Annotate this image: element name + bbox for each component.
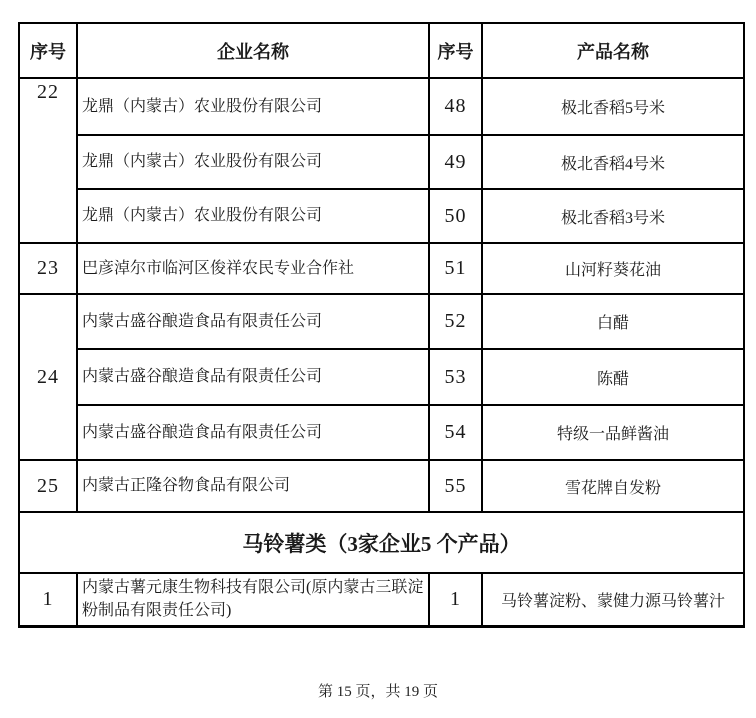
product-name-cell: 山河籽葵花油 bbox=[482, 243, 744, 294]
product-seq-cell: 1 bbox=[429, 573, 482, 626]
table-row bbox=[19, 135, 744, 189]
company-cell: 内蒙古盛谷酿造食品有限责任公司 bbox=[77, 294, 429, 349]
company-cell: 龙鼎（内蒙古）农业股份有限公司 bbox=[77, 78, 429, 135]
table-row bbox=[19, 78, 744, 135]
product-name-cell: 马铃薯淀粉、蒙健力源马铃薯汁 bbox=[482, 573, 744, 626]
company-cell: 龙鼎（内蒙古）农业股份有限公司 bbox=[77, 135, 429, 189]
product-seq-cell: 50 bbox=[429, 189, 482, 243]
company-cell: 内蒙古盛谷酿造食品有限责任公司 bbox=[77, 349, 429, 405]
page-footer: 第 15 页，共 19 页 bbox=[317, 684, 438, 700]
table-row bbox=[19, 189, 744, 243]
product-name-cell: 极北香稻3号米 bbox=[482, 189, 744, 243]
company-cell: 内蒙古正隆谷物食品有限公司 bbox=[77, 460, 429, 512]
header-product-name: 产品名称 bbox=[482, 23, 744, 78]
product-seq-cell: 54 bbox=[429, 405, 482, 460]
product-seq-cell: 48 bbox=[429, 78, 482, 135]
seq-cell: 24 bbox=[19, 294, 77, 460]
product-seq-cell: 51 bbox=[429, 243, 482, 294]
seq-cell: 23 bbox=[19, 243, 77, 294]
header-product-seq: 序号 bbox=[429, 23, 482, 78]
section-header-row bbox=[19, 512, 744, 573]
header-seq: 序号 bbox=[19, 23, 77, 78]
company-cell: 内蒙古薯元康生物科技有限公司(原内蒙古三联淀粉制品有限责任公司) bbox=[77, 573, 429, 626]
seq-cell: 22 bbox=[19, 78, 77, 243]
section-header-cell: 马铃薯类（3家企业5 个产品） bbox=[19, 512, 744, 573]
product-seq-cell: 55 bbox=[429, 460, 482, 512]
header-company: 企业名称 bbox=[77, 23, 429, 78]
company-cell: 巴彦淖尔市临河区俊祥农民专业合作社 bbox=[77, 243, 429, 294]
product-name-cell: 极北香稻5号米 bbox=[482, 78, 744, 135]
seq-cell: 25 bbox=[19, 460, 77, 512]
product-name-cell: 极北香稻4号米 bbox=[482, 135, 744, 189]
table-header-row bbox=[19, 23, 744, 78]
seq-cell: 1 bbox=[19, 573, 77, 626]
table-row bbox=[19, 405, 744, 460]
table-row bbox=[19, 243, 744, 294]
table-row bbox=[19, 460, 744, 512]
product-seq-cell: 53 bbox=[429, 349, 482, 405]
product-list-table bbox=[18, 22, 745, 628]
table-row bbox=[19, 573, 744, 626]
company-cell: 龙鼎（内蒙古）农业股份有限公司 bbox=[77, 189, 429, 243]
product-name-cell: 白醋 bbox=[482, 294, 744, 349]
product-name-cell: 雪花牌自发粉 bbox=[482, 460, 744, 512]
table-row bbox=[19, 294, 744, 349]
table-row bbox=[19, 349, 744, 405]
product-seq-cell: 49 bbox=[429, 135, 482, 189]
product-name-cell: 特级一品鲜酱油 bbox=[482, 405, 744, 460]
product-name-cell: 陈醋 bbox=[482, 349, 744, 405]
company-cell: 内蒙古盛谷酿造食品有限责任公司 bbox=[77, 405, 429, 460]
product-seq-cell: 52 bbox=[429, 294, 482, 349]
